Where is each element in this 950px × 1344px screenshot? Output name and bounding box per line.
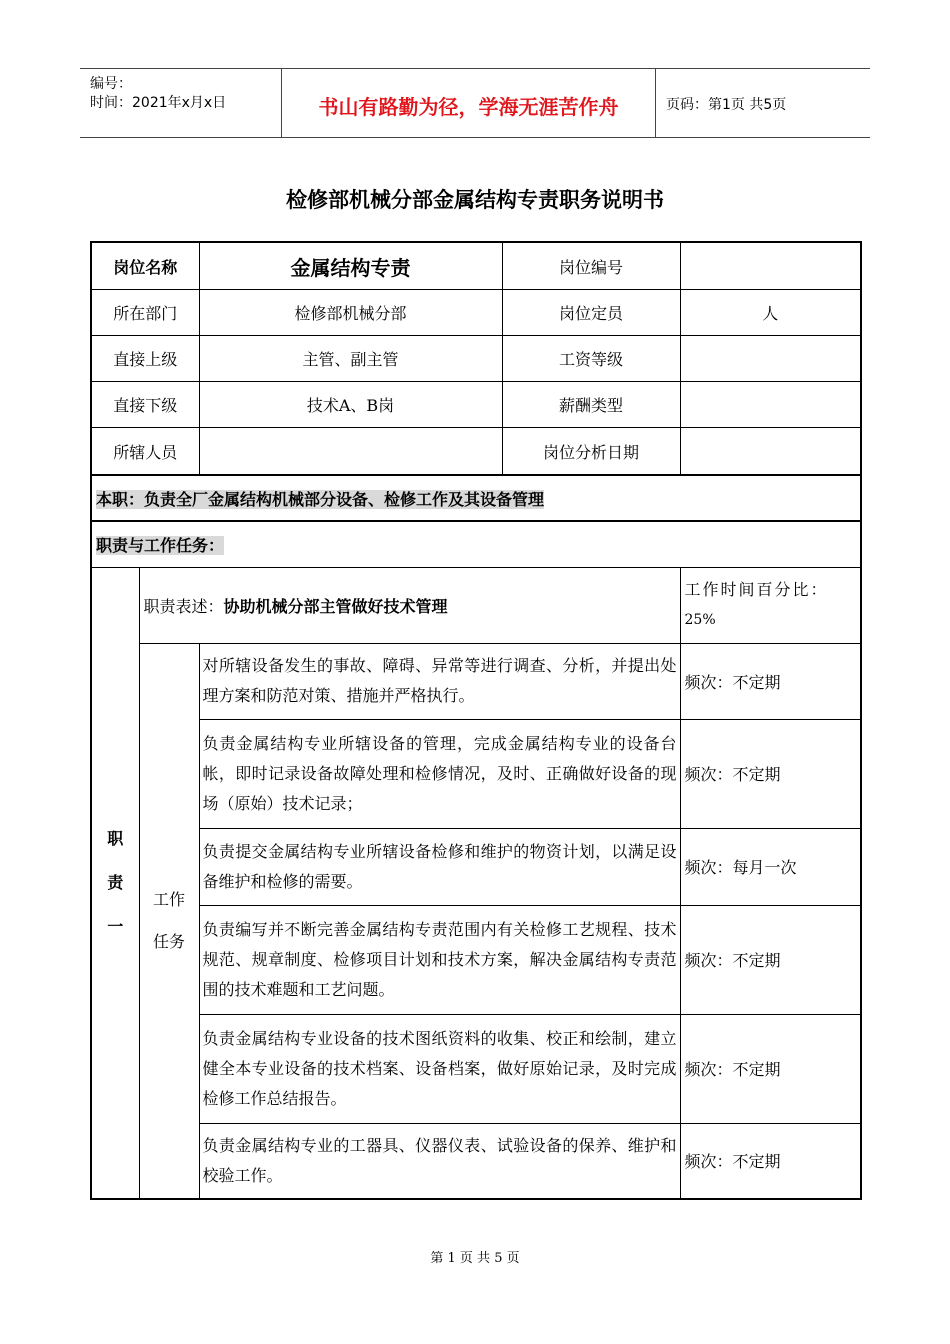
subordinate-label: 直接下级 bbox=[91, 382, 199, 428]
dept-row bbox=[199, 290, 680, 336]
header-divider bbox=[655, 69, 656, 137]
task-label-line: 任务 bbox=[153, 931, 186, 951]
duties-heading: 职责与工作任务： bbox=[96, 535, 225, 555]
time-label: 时间：2021年x月x日 bbox=[90, 95, 227, 111]
task-frequency: 频次：不定期 bbox=[680, 719, 861, 828]
staff-row bbox=[199, 428, 680, 476]
header-motto: 书山有路勤为径，学海无涯苦作舟 bbox=[318, 95, 619, 119]
task-frequency: 频次：不定期 bbox=[680, 905, 861, 1014]
task-label bbox=[139, 643, 199, 1199]
post-no-label: 岗位编号 bbox=[559, 257, 624, 277]
task-text: 负责金属结构专业设备的技术图纸资料的收集、校正和绘制，建立健全本专业设备的技术档案、设备档案，做好原始记录，及时完成检修工作总结报告。 bbox=[199, 1014, 680, 1123]
task-text: 对所辖设备发生的事故、障碍、异常等进行调查、分析，并提出处理方案和防范对策、措施并严格执行。 bbox=[199, 643, 680, 719]
time-percentage bbox=[680, 567, 861, 643]
duty-label bbox=[91, 567, 139, 1199]
post-name-row bbox=[199, 242, 680, 290]
analysis-date-label: 岗位分析日期 bbox=[543, 442, 640, 462]
pay-type-label: 薪酬类型 bbox=[559, 396, 624, 415]
role-text: 本职：负责全厂金属结构机械部分设备、检修工作及其设备管理 bbox=[96, 489, 545, 509]
time-pct-value: 25% bbox=[684, 612, 716, 628]
subordinate-value: 技术A、B岗 bbox=[200, 382, 503, 427]
staff-label: 所辖人员 bbox=[91, 428, 199, 476]
task-frequency: 频次：不定期 bbox=[680, 643, 861, 719]
task-frequency: 频次：不定期 bbox=[680, 1014, 861, 1123]
task-text: 负责提交金属结构专业所辖设备检修和维护的物资计划，以满足设备维护和检修的需要。 bbox=[199, 828, 680, 905]
number-label: 编号： bbox=[90, 76, 132, 92]
page-footer: 第 1 页 共 5 页 bbox=[430, 1251, 520, 1266]
post-name-label: 岗位名称 bbox=[91, 242, 199, 290]
header-meta bbox=[90, 75, 226, 113]
statement-text: 协助机械分部主管做好技术管理 bbox=[223, 596, 448, 616]
time-pct-label: 工作时间百分比： bbox=[684, 580, 829, 599]
superior-value: 主管、副主管 bbox=[200, 336, 503, 381]
superior-label: 直接上级 bbox=[91, 336, 199, 382]
salary-grade-value bbox=[680, 336, 861, 382]
statement-prefix: 职责表述： bbox=[143, 596, 224, 616]
document-title: 检修部机械分部金属结构专责职务说明书 bbox=[286, 188, 664, 212]
pay-type-value bbox=[680, 382, 861, 428]
role-row bbox=[91, 475, 861, 521]
task-text: 负责金属结构专业所辖设备的管理，完成金属结构专业的设备台帐，即时记录设备故障处理和检修情况，及时、正确做好设备的现场（原始）技术记录； bbox=[199, 719, 680, 828]
duties-heading-row bbox=[91, 521, 861, 567]
task-text: 负责编写并不断完善金属结构专责范围内有关检修工艺规程、技术规范、规章制度、检修项目计划和技术方案，解决金属结构专责范围的技术难题和工艺问题。 bbox=[199, 905, 680, 1014]
duty-label-char: 职 bbox=[107, 828, 124, 848]
duty-label-char: 一 bbox=[107, 916, 124, 936]
quota-value: 人 bbox=[680, 290, 861, 336]
task-frequency: 频次：每月一次 bbox=[680, 828, 861, 905]
job-description-table bbox=[90, 241, 862, 1200]
quota-label: 岗位定员 bbox=[559, 304, 624, 323]
duty-label-char: 责 bbox=[107, 872, 124, 892]
subordinate-row bbox=[199, 382, 680, 428]
superior-row bbox=[199, 336, 680, 382]
post-no-value bbox=[680, 242, 861, 290]
post-name-value: 金属结构专责 bbox=[200, 243, 503, 289]
salary-grade-label: 工资等级 bbox=[559, 350, 624, 369]
analysis-date-value bbox=[680, 428, 861, 476]
task-label-line: 工作 bbox=[153, 889, 186, 909]
page-header bbox=[80, 68, 870, 138]
staff-value bbox=[200, 428, 503, 474]
header-page-info: 页码：第1页 共5页 bbox=[666, 97, 787, 113]
task-text: 负责金属结构专业的工器具、仪器仪表、试验设备的保养、维护和校验工作。 bbox=[199, 1123, 680, 1199]
dept-label: 所在部门 bbox=[91, 290, 199, 336]
task-frequency: 频次：不定期 bbox=[680, 1123, 861, 1199]
duty-statement bbox=[139, 567, 680, 643]
dept-value: 检修部机械分部 bbox=[200, 290, 503, 335]
